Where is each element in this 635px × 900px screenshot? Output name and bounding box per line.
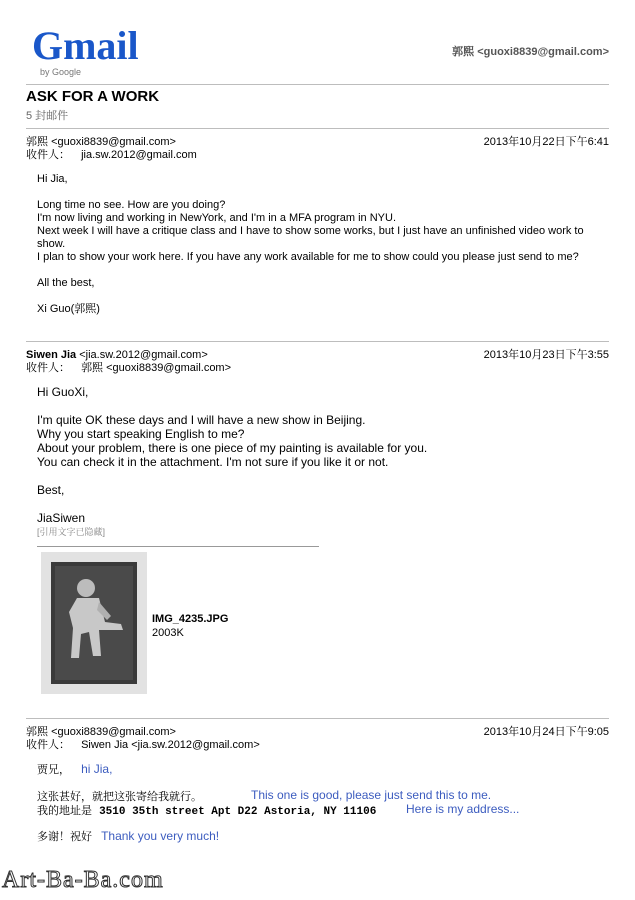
attachment-thumbnail[interactable] xyxy=(41,552,147,694)
body-line: Best, xyxy=(37,483,65,497)
message-2-date: 2013年10月23日下午3:55 xyxy=(483,349,609,361)
to-label: 收件人： xyxy=(26,739,70,751)
body-line: Hi Jia, xyxy=(37,173,68,185)
thread-subject: ASK FOR A WORK xyxy=(26,88,160,105)
message-3-to xyxy=(26,739,260,752)
account-user: 郭熙 <guoxi8839@gmail.com> xyxy=(452,46,609,58)
gmail-logo xyxy=(32,23,142,77)
body-line: Why you start speaking English to me? xyxy=(37,427,245,441)
address-text: 3510 35th street Apt D22 Astoria, NY 11106 xyxy=(99,806,377,818)
body-signature: JiaSiwen xyxy=(37,511,86,525)
thanks-cn: 多谢！祝好 xyxy=(37,831,92,843)
message-2-to xyxy=(26,362,231,375)
message-3-line1-cn: 这张甚好，就把这张寄给我就行。 xyxy=(37,791,202,803)
body-line: Long time no see. How are you doing? xyxy=(37,199,226,211)
message-3-to-address: Siwen Jia <jia.sw.2012@gmail.com> xyxy=(81,739,260,751)
address-label-cn: 我的地址是 xyxy=(37,805,92,817)
thanks-en-note: Thank you very much! xyxy=(101,829,220,843)
message-2-from xyxy=(26,349,208,362)
message-1-body xyxy=(37,173,607,316)
body-line: show. xyxy=(37,238,66,250)
message-1-date: 2013年10月22日下午6:41 xyxy=(483,136,609,148)
message-3-from-name: 郭熙 xyxy=(26,726,48,738)
attachment-divider xyxy=(37,546,319,547)
message-3-greeting xyxy=(37,763,112,777)
body-line: Hi GuoXi, xyxy=(37,385,89,399)
thread-count: 5 封邮件 xyxy=(26,110,69,122)
body-line: I plan to show your work here. If you have any work available for me to show could you please just send to me? xyxy=(37,251,579,263)
message-1-from xyxy=(26,136,176,149)
attachment-name[interactable]: IMG_4235.JPG xyxy=(152,613,229,625)
message-3-line2-en-note: Here is my address... xyxy=(406,802,520,816)
message-2-from-name: Siwen Jia xyxy=(26,349,77,361)
body-line: You can check it in the attachment. I'm not sure if you like it or not. xyxy=(37,455,389,469)
message-divider xyxy=(26,718,609,719)
body-line: I'm quite OK these days and I will have a new show in Beijing. xyxy=(37,413,366,427)
body-line: I'm now living and working in NewYork, and I'm in a MFA program in NYU. xyxy=(37,212,396,224)
message-3-from-email: <guoxi8839@gmail.com> xyxy=(51,726,176,738)
message-1-from-name: 郭熙 xyxy=(26,136,48,148)
message-divider xyxy=(26,341,609,342)
gmail-logo-mark: Gmail xyxy=(32,23,139,68)
body-line: About your problem, there is one piece of my painting is available for you. xyxy=(37,441,428,455)
message-1-from-email: <guoxi8839@gmail.com> xyxy=(51,136,176,148)
message-divider xyxy=(26,128,609,129)
message-3-line3 xyxy=(37,830,219,844)
quoted-text-toggle[interactable]: [引用文字已隐藏] xyxy=(37,527,106,537)
header-divider xyxy=(26,84,609,85)
attachment-size: 2003K xyxy=(152,627,184,639)
message-3-date: 2013年10月24日下午9:05 xyxy=(483,726,609,738)
message-2-from-email: <jia.sw.2012@gmail.com> xyxy=(79,349,208,361)
gmail-logo-sub: by Google xyxy=(40,67,82,77)
message-1-to xyxy=(26,149,197,162)
body-signature: Xi Guo(郭熙) xyxy=(37,303,100,315)
to-label: 收件人： xyxy=(26,149,70,161)
message-3-line1-en-note: This one is good, please just send this to me. xyxy=(251,788,492,802)
watermark: Art-Ba-Ba.com xyxy=(2,867,164,893)
to-label: 收件人： xyxy=(26,362,70,374)
greeting-en-note: hi Jia, xyxy=(81,762,113,776)
message-1-to-address: jia.sw.2012@gmail.com xyxy=(81,149,197,161)
body-line: Next week I will have a critique class and I have to show some works, but I just have an unfinished video work to xyxy=(37,225,584,237)
message-2-body xyxy=(37,385,607,539)
greeting-cn: 贾兄， xyxy=(37,764,70,776)
message-2-to-address: 郭熙 <guoxi8839@gmail.com> xyxy=(81,362,232,374)
message-3-line2 xyxy=(37,805,376,819)
painting-image xyxy=(41,552,147,694)
body-line: All the best, xyxy=(37,277,95,289)
message-3-from xyxy=(26,726,176,739)
